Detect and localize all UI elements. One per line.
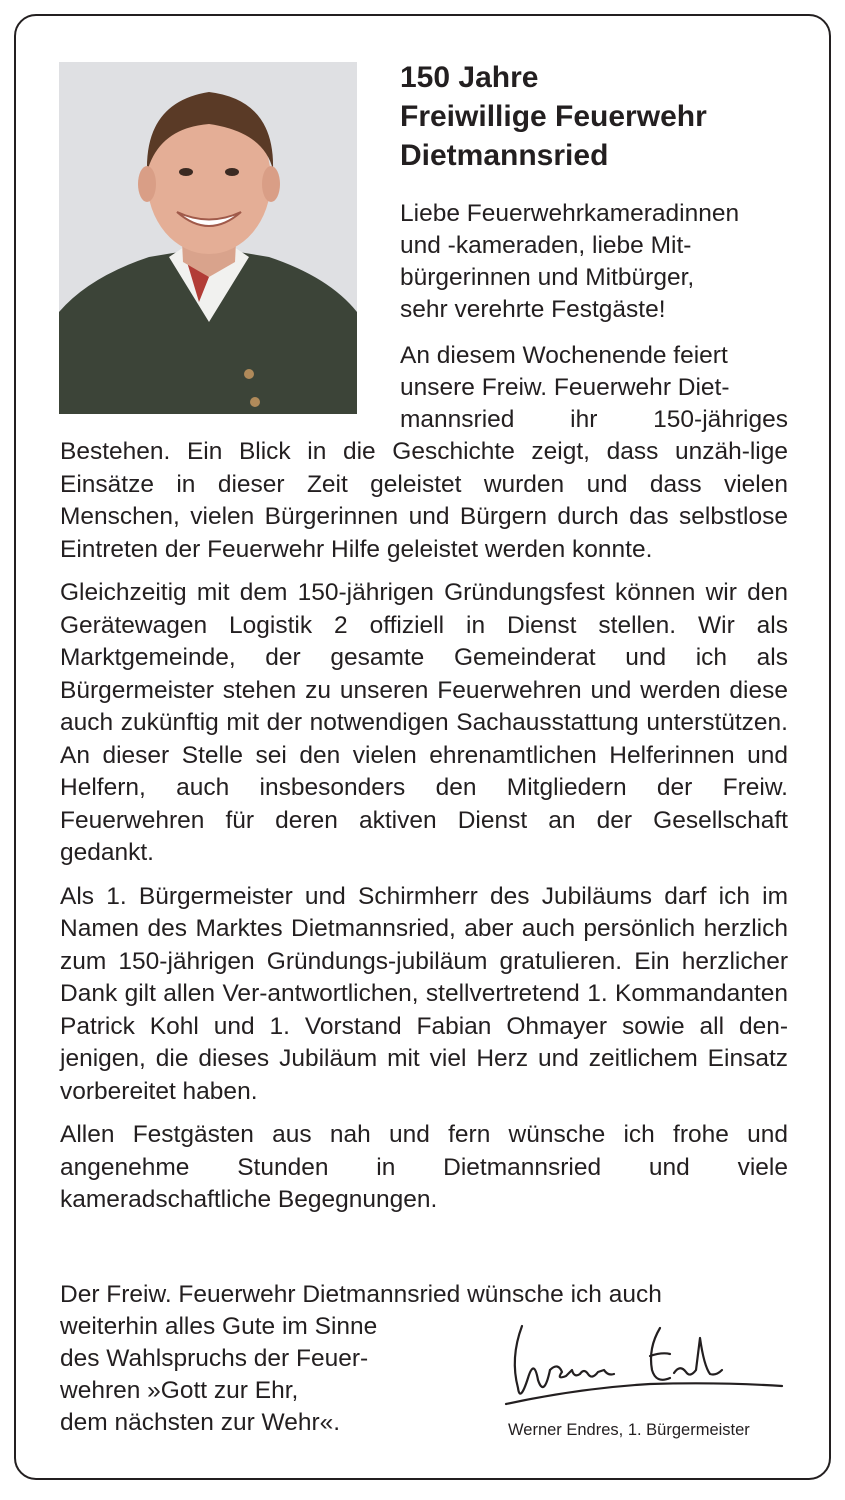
greeting-line: Liebe Feuerwehrkameradinnen — [400, 200, 740, 227]
closing-line: dem nächsten zur Wehr«. — [60, 1409, 341, 1436]
closing-line: wehren »Gott zur Ehr, — [60, 1377, 299, 1404]
signature-icon — [500, 1318, 790, 1413]
closing-line: des Wahlspruchs der Feuer- — [60, 1345, 369, 1372]
paragraph-line: An diesem Wochenende feiert — [400, 342, 728, 369]
greeting-line: bürgerinnen und Mitbürger, — [400, 264, 695, 291]
closing-line: weiterhin alles Gute im Sinne — [60, 1313, 378, 1340]
wishes-paragraph: Allen Festgästen aus nah und fern wünsche ich frohe und angenehme Stunden in Dietmannsried und viele kameradschaftliche Begegnungen. — [60, 1121, 788, 1213]
paragraph-word: 150-jähriges — [653, 406, 788, 433]
greeting-line: und -kameraden, liebe Mit- — [400, 232, 692, 259]
anniversary-paragraph-rest: Bestehen. Ein Blick in die Geschichte zeigt, dass unzäh-lige Einsätze in dieser Zeit geleistet wurden und dass vielen Menschen, vielen Bürgerinnen und Bürgern durch das selbstlose Eintreten der Feuerwehr Hilfe geleistet werden konnte. — [60, 438, 788, 563]
title-line: Freiwillige Feuerwehr — [400, 100, 707, 133]
greeting-paragraph — [400, 198, 787, 326]
paragraph-word: ihr — [570, 406, 598, 433]
closing-line: Der Freiw. Feuerwehr Dietmannsried wünsche ich auch — [60, 1281, 662, 1308]
paragraph-line: unsere Freiw. Feuerwehr Diet- — [400, 374, 730, 401]
article-body — [60, 436, 788, 1228]
signature-caption: Werner Endres, 1. Bürgermeister — [508, 1421, 750, 1439]
mayor-portrait-photo — [59, 62, 357, 414]
article-title — [400, 58, 800, 175]
paragraph-line — [400, 404, 788, 436]
title-line: 150 Jahre — [400, 61, 539, 94]
greeting-line: sehr verehrte Festgäste! — [400, 296, 666, 323]
vehicle-paragraph: Gleichzeitig mit dem 150-jährigen Gründungsfest können wir den Gerätewagen Logistik 2 offiziell in Dienst stellen. Wir als Marktgemeinde, der gesamte Gemeinderat und ich als Bürgermeister stehen zu unseren Feuerwehren und werden diese auch zukünftig mit der notwendigen Sachausstattung unterstützen. An dieser Stelle sei den vielen ehrenamtlichen Helferinnen und Helfern, auch insbesonders den Mitgliedern der Freiw. Feuerwehren für deren aktiven Dienst an der Gesellschaft gedankt. — [60, 579, 788, 866]
anniversary-paragraph-start — [400, 340, 788, 436]
congratulations-paragraph: Als 1. Bürgermeister und Schirmherr des Jubiläums darf ich im Namen des Marktes Dietmannsried, aber auch persönlich herzlich zum 150-jährigen Gründungs-jubiläum gratulieren. Ein herzlicher Dank gilt allen Ver-antwortlichen, stellvertretend 1. Kommandanten Patrick Kohl und 1. Vorstand Fabian Ohmayer sowie all den-jenigen, die dieses Jubiläum mit viel Herz und zeitlichem Einsatz vorbereitet haben. — [60, 882, 788, 1105]
title-line: Dietmannsried — [400, 139, 609, 172]
paragraph-word: mannsried — [400, 406, 515, 433]
